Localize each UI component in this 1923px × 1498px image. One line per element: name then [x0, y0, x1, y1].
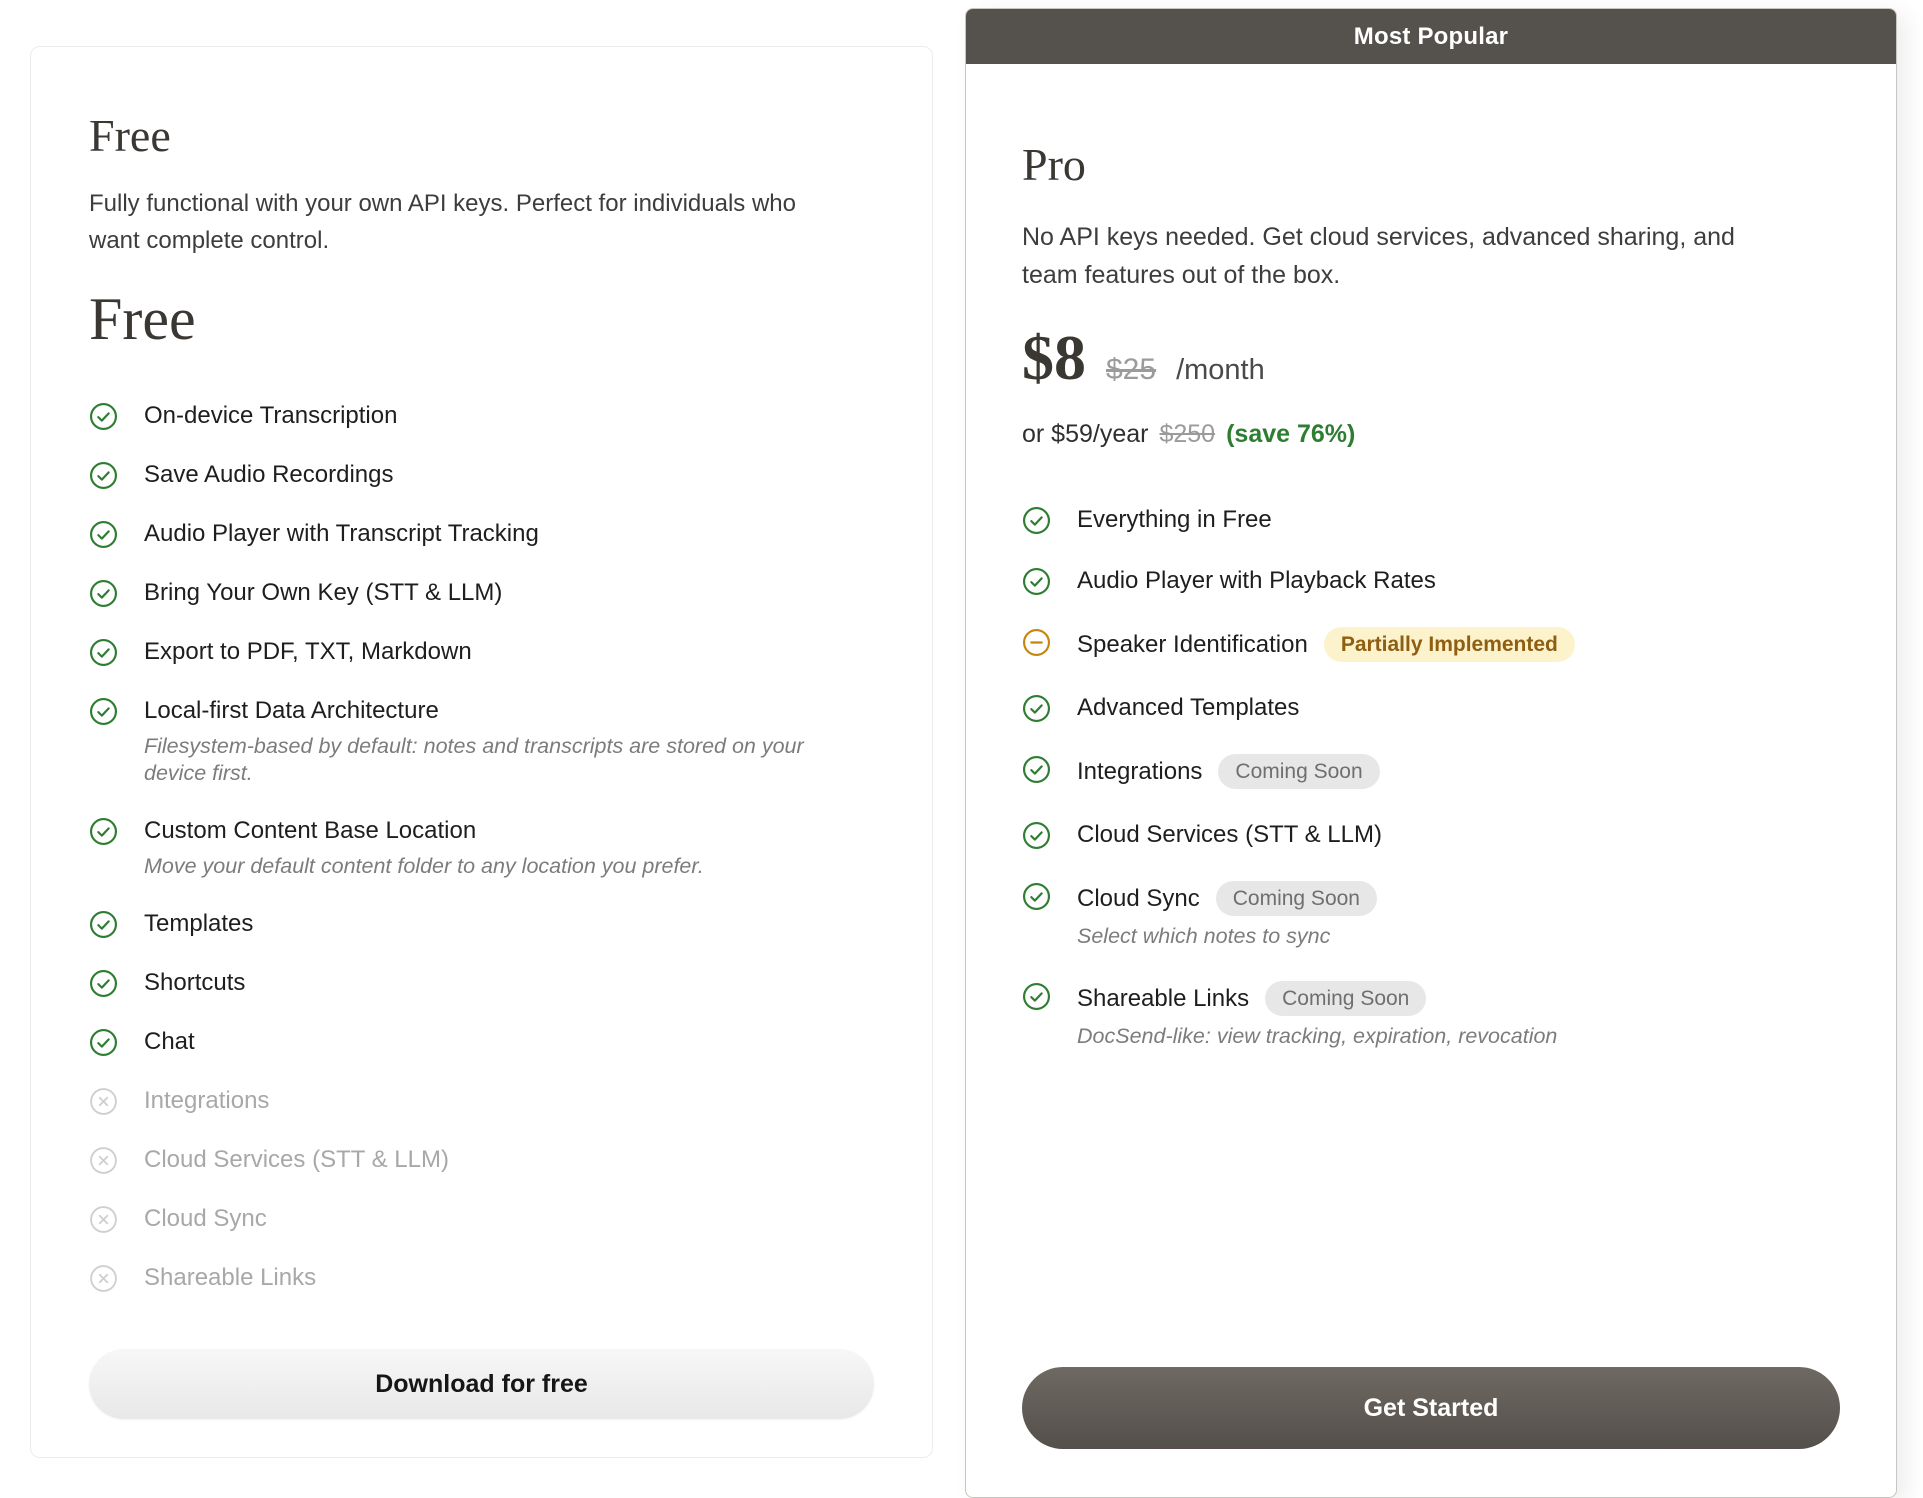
pro-price-current: $8 [1022, 322, 1086, 393]
free-plan-card [30, 46, 933, 1458]
feature-badge: Coming Soon [1218, 754, 1379, 789]
feature-label: Local-first Data Architecture [144, 697, 439, 724]
most-popular-banner: Most Popular [966, 9, 1896, 64]
check-circle-icon [89, 520, 118, 549]
feature-row [1022, 566, 1840, 596]
feature-label: Bring Your Own Key (STT & LLM) [144, 579, 503, 606]
free-plan-description: Fully functional with your own API keys. Perfect for individuals who want complete control. [89, 190, 796, 254]
check-circle-icon [1022, 755, 1051, 784]
feature-label: Integrations [144, 1087, 270, 1114]
feature-row [89, 1145, 874, 1175]
check-circle-icon [1022, 882, 1051, 911]
feature-label: On-device Transcription [144, 402, 398, 429]
check-circle-icon [89, 910, 118, 939]
check-circle-icon [1022, 567, 1051, 596]
check-circle-icon [1022, 694, 1051, 723]
feature-label: Shareable Links [1077, 984, 1250, 1012]
pro-plan-description: No API keys needed. Get cloud services, advanced sharing, and team features out of the box. [1022, 223, 1735, 289]
feature-label: Audio Player with Transcript Tracking [144, 520, 539, 547]
feature-label: Integrations [1077, 757, 1203, 785]
feature-row [1022, 693, 1840, 723]
check-circle-icon [1022, 821, 1051, 850]
feature-label: Shortcuts [144, 969, 246, 996]
feature-label: Shareable Links [144, 1264, 317, 1291]
feature-note: Select which notes to sync [1077, 924, 1331, 949]
download-free-button[interactable]: Download for free [89, 1349, 874, 1419]
feature-label: Advanced Templates [1077, 694, 1300, 722]
pro-yearly-savings: (save 76%) [1226, 420, 1356, 448]
feature-row [89, 816, 874, 880]
feature-row [89, 1263, 874, 1293]
feature-row [89, 1027, 874, 1057]
check-circle-icon [89, 697, 118, 726]
feature-label: Audio Player with Playback Rates [1077, 567, 1436, 594]
pro-price-row [1022, 322, 1840, 393]
feature-row [1022, 881, 1840, 950]
check-circle-icon [89, 969, 118, 998]
free-plan-price: Free [89, 286, 196, 352]
feature-note: Move your default content folder to any location you prefer. [144, 854, 704, 878]
free-feature-list [89, 401, 874, 1293]
pro-plan-title: Pro [1022, 139, 1086, 190]
x-circle-icon [89, 1087, 118, 1116]
feature-row [89, 460, 874, 490]
feature-label: Everything in Free [1077, 506, 1272, 533]
feature-label: Cloud Sync [144, 1205, 267, 1232]
x-circle-icon [89, 1146, 118, 1175]
check-circle-icon [89, 1028, 118, 1057]
feature-label: Cloud Sync [1077, 884, 1200, 912]
feature-row [1022, 627, 1840, 662]
feature-label: Cloud Services (STT & LLM) [1077, 821, 1382, 849]
feature-label: Chat [144, 1028, 195, 1055]
feature-row [1022, 981, 1840, 1050]
feature-row [89, 1204, 874, 1234]
pro-price-period: /month [1176, 354, 1265, 386]
pro-price-original: $25 [1106, 353, 1157, 386]
check-circle-icon [89, 579, 118, 608]
pro-price-yearly [1022, 420, 1840, 449]
feature-note: Filesystem-based by default: notes and transcripts are stored on your device first. [144, 734, 804, 785]
feature-row [89, 637, 874, 667]
feature-row [1022, 820, 1840, 850]
x-circle-icon [89, 1205, 118, 1234]
check-circle-icon [89, 638, 118, 667]
check-circle-icon [1022, 506, 1051, 535]
pro-yearly-original: $250 [1159, 420, 1216, 448]
feature-row [89, 696, 874, 787]
feature-label: Save Audio Recordings [144, 461, 394, 488]
minus-circle-icon [1022, 628, 1051, 657]
feature-row [89, 401, 874, 431]
feature-row [89, 909, 874, 939]
check-circle-icon [89, 402, 118, 431]
feature-row [1022, 505, 1840, 535]
feature-label: Templates [144, 910, 254, 937]
feature-label: Cloud Services (STT & LLM) [144, 1146, 449, 1173]
feature-row [89, 519, 874, 549]
feature-row [1022, 754, 1840, 789]
pro-yearly-price: or $59/year [1022, 420, 1149, 448]
feature-note: DocSend-like: view tracking, expiration, revocation [1077, 1024, 1558, 1049]
feature-badge: Coming Soon [1265, 981, 1426, 1016]
x-circle-icon [89, 1264, 118, 1293]
feature-row [89, 578, 874, 608]
pro-plan-card [965, 8, 1897, 1498]
check-circle-icon [89, 461, 118, 490]
check-circle-icon [1022, 982, 1051, 1011]
feature-label: Speaker Identification [1077, 630, 1308, 658]
feature-label: Custom Content Base Location [144, 817, 477, 844]
free-plan-title: Free [89, 110, 171, 161]
feature-badge: Partially Implemented [1324, 627, 1575, 662]
check-circle-icon [89, 817, 118, 846]
feature-label: Export to PDF, TXT, Markdown [144, 638, 472, 665]
get-started-button[interactable]: Get Started [1022, 1367, 1840, 1449]
feature-row [89, 1086, 874, 1116]
pro-feature-list [1022, 505, 1840, 1050]
feature-badge: Coming Soon [1216, 881, 1377, 916]
feature-row [89, 968, 874, 998]
